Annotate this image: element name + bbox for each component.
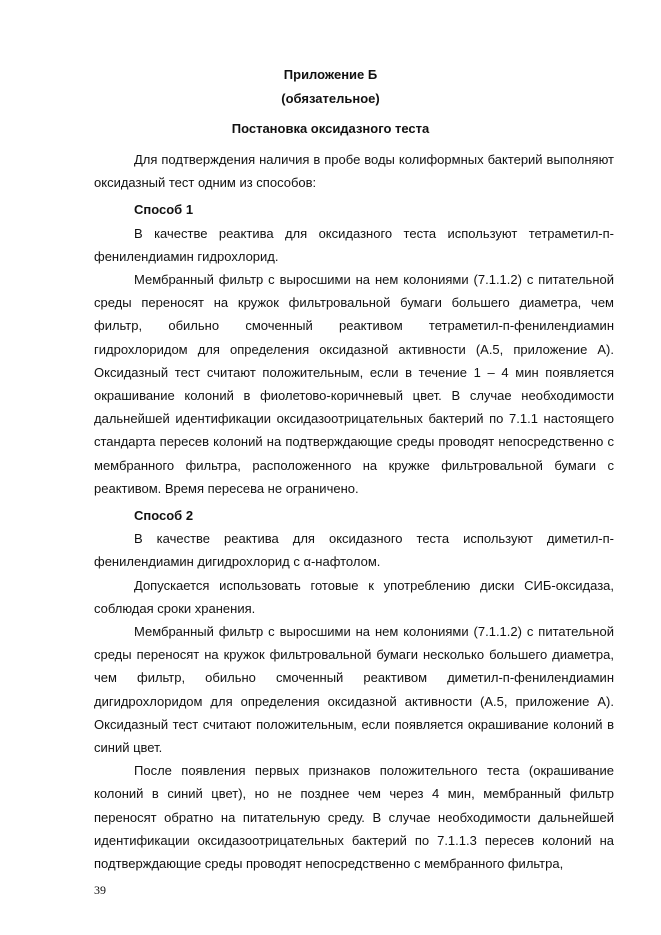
page-number: 39 <box>94 883 106 897</box>
method-2-discs-paragraph: Допускается использовать готовые к употреблению диски СИБ-оксидаза, соблюдая сроки хранения. <box>94 577 614 616</box>
section-title: Постановка оксидазного теста <box>231 121 430 136</box>
method-1-heading: Способ 1 <box>134 202 194 218</box>
method-2-heading: Способ 2 <box>134 508 194 524</box>
method-2-procedure-paragraph: Мембранный фильтр с выросшими на нем колониями (7.1.1.2) с питательной среды переносят на кружок фильтровальной бумаги несколько большего диаметра, чем фильтр, обильно смоченный реактивом диметил-п-фенилендиамин дигидрохлоридом для определения оксидазной активности (А.5, приложение А). Оксидазный тест считают положительным, если появляется окрашивание колоний в синий цвет. <box>94 624 614 756</box>
method-2-reagent-paragraph: В качестве реактива для оксидазного теста используют диметил-п-фенилендиамин дигидрохлорид с α-нафтолом. <box>94 531 614 570</box>
intro-paragraph: Для подтверждения наличия в пробе воды колиформных бактерий выполняют оксидазный тест одним из способов: <box>94 152 614 191</box>
document-body <box>94 148 614 875</box>
method-1-reagent-paragraph: В качестве реактива для оксидазного теста используют тетраметил-п-фенилендиамин гидрохлорид. <box>94 225 614 264</box>
method-2-followup-paragraph: После появления первых признаков положительного теста (окрашивание колоний в синий цвет), но не позднее чем через 4 мин, мембранный фильтр переносят обратно на питательную среду. В случае необходимости дальнейшей идентификации оксидазоотрицательных бактерий по 7.1.1.3 пересев колоний на подтверждающие среды проводят непосредственно с мембранного фильтра, <box>94 763 614 872</box>
method-1-procedure-paragraph: Мембранный фильтр с выросшими на нем колониями (7.1.1.2) с питательной среды переносят на кружок фильтровальной бумаги большего диаметра, чем фильтр, обильно смоченный реактивом тетраметил-п-фенилендиамин гидрохлоридом для определения оксидазной активности (А.5, приложение А). Оксидазный тест считают положительным, если в течение 1 – 4 мин появляется окрашивание колоний в фиолетово-коричневый цвет. В случае необходимости дальнейшей идентификации оксидазоотрицательных бактерий по 7.1.1 настоящего стандарта пересев колоний на подтверждающие среды проводят непосредственно с мембранного фильтра, расположенного на кружке фильтровальной бумаги с реактивом. Время пересева не ограничено. <box>94 272 614 496</box>
appendix-subtitle: (обязательное) <box>281 91 380 106</box>
appendix-title: Приложение Б <box>283 67 378 82</box>
